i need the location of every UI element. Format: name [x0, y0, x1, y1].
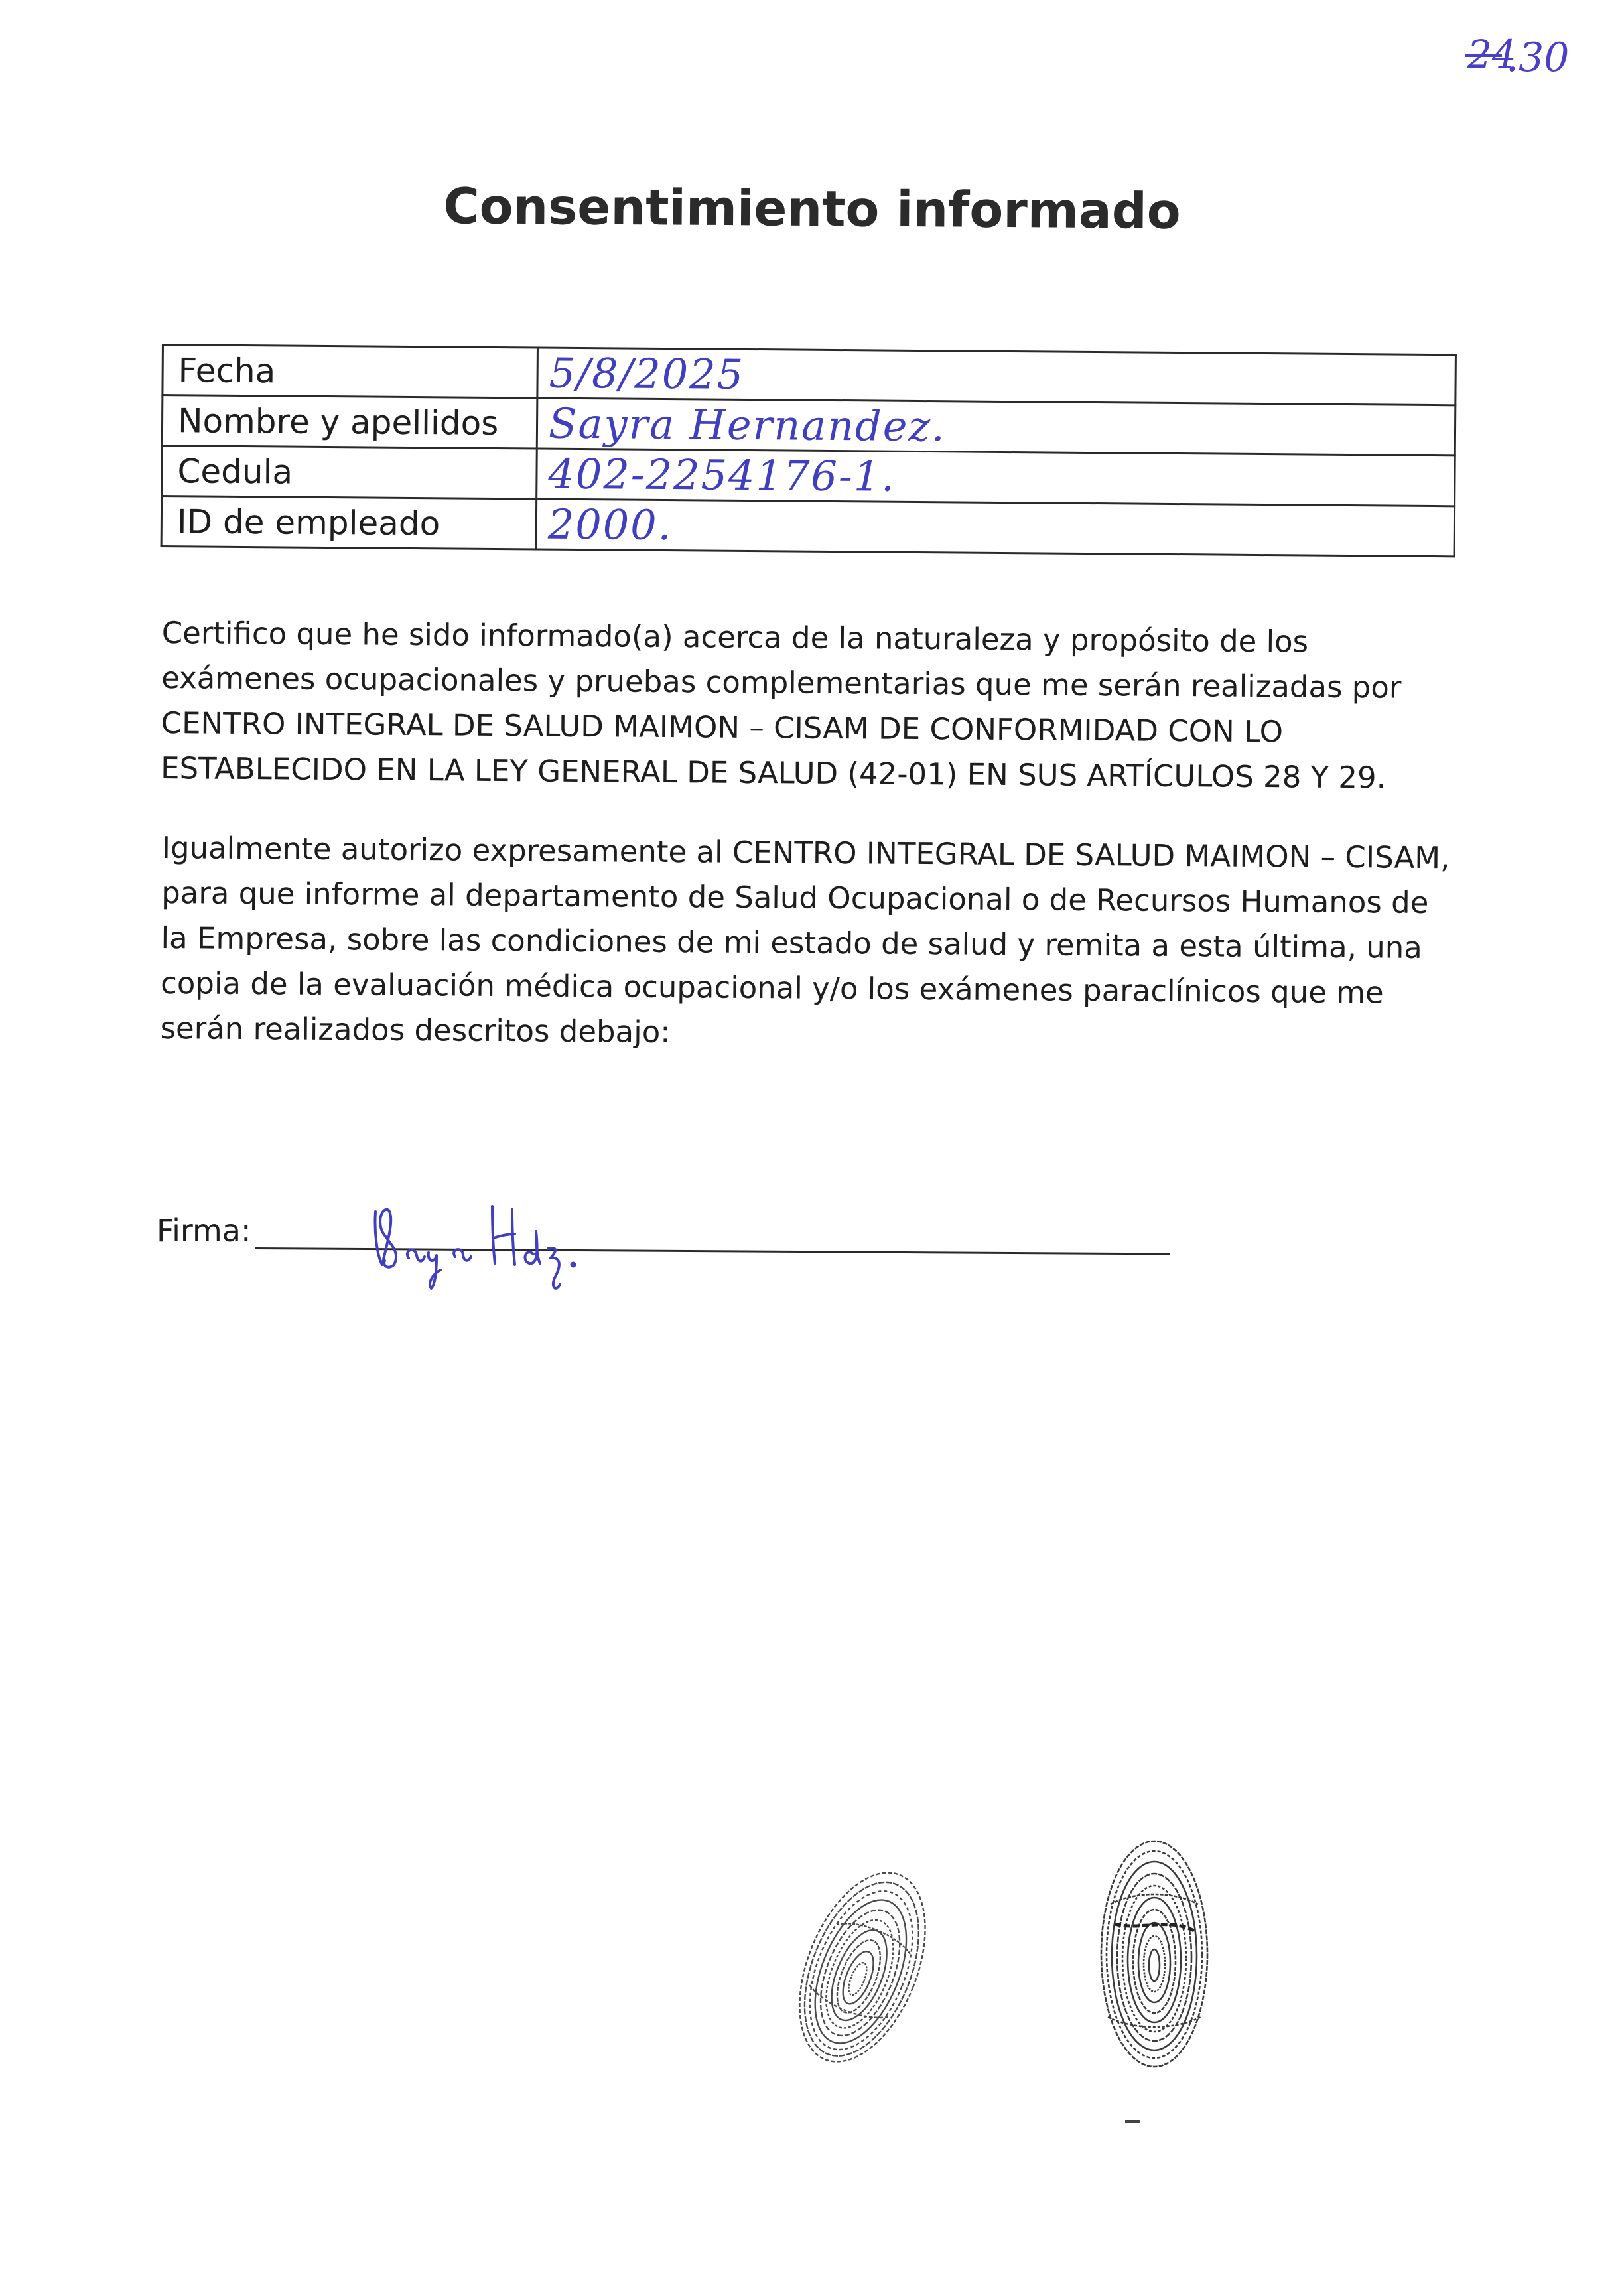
authorization-paragraph: Igualmente autorizo expresamente al CENTRO INTEGRAL DE SALUD MAIMON – CISAM, para que informe al departamento de Salud Ocupacional o de Recursos Humanos de la Empresa, sobre las condiciones de mi estado de salud y remita a esta última, una copia de la evaluación médica ocupacional y/o los exámenes paraclínicos que me serán realizados descritos debajo: — [160, 829, 1450, 1050]
nombre-label: Nombre y apellidos — [162, 395, 537, 449]
cedula-value: 402-2254176-1. — [537, 449, 1455, 506]
cedula-label: Cedula — [162, 446, 537, 499]
signature-row — [157, 1178, 1191, 1298]
ink-smudge — [1125, 2120, 1140, 2123]
fingerprint-right — [1088, 1831, 1221, 2077]
strike-through-mark — [1465, 54, 1502, 57]
signature-label: Firma: — [157, 1213, 251, 1249]
struck-page-number: 24 — [1467, 32, 1517, 77]
fingerprint-left — [776, 1858, 949, 2077]
nombre-value: Sayra Hernandez. — [537, 398, 1455, 456]
id-empleado-label: ID de empleado — [161, 496, 537, 549]
page-number — [1467, 27, 1593, 86]
certification-paragraph: Certifico que he sido informado(a) acerca de la naturaleza y propósito de los exámenes ocupacionales y pruebas complementarias que me serán realizadas por CENTRO INTEGRAL DE SALUD MAIMON – CISAM DE CONFORMIDAD CON LO ESTABLECIDO EN LA LEY GENERAL DE SALUD (42-01) EN SUS ARTÍCULOS 28 Y 29. — [160, 614, 1402, 796]
current-page-number: .30 — [1506, 35, 1570, 81]
info-table — [161, 344, 1457, 557]
id-empleado-value: 2000. — [536, 499, 1455, 557]
fecha-value: 5/8/2025 — [537, 348, 1456, 405]
table-row-id-empleado — [161, 496, 1455, 557]
handwritten-signature — [362, 1192, 581, 1291]
document-title: Consentimiento informado — [443, 178, 1181, 240]
fecha-label: Fecha — [163, 345, 538, 398]
